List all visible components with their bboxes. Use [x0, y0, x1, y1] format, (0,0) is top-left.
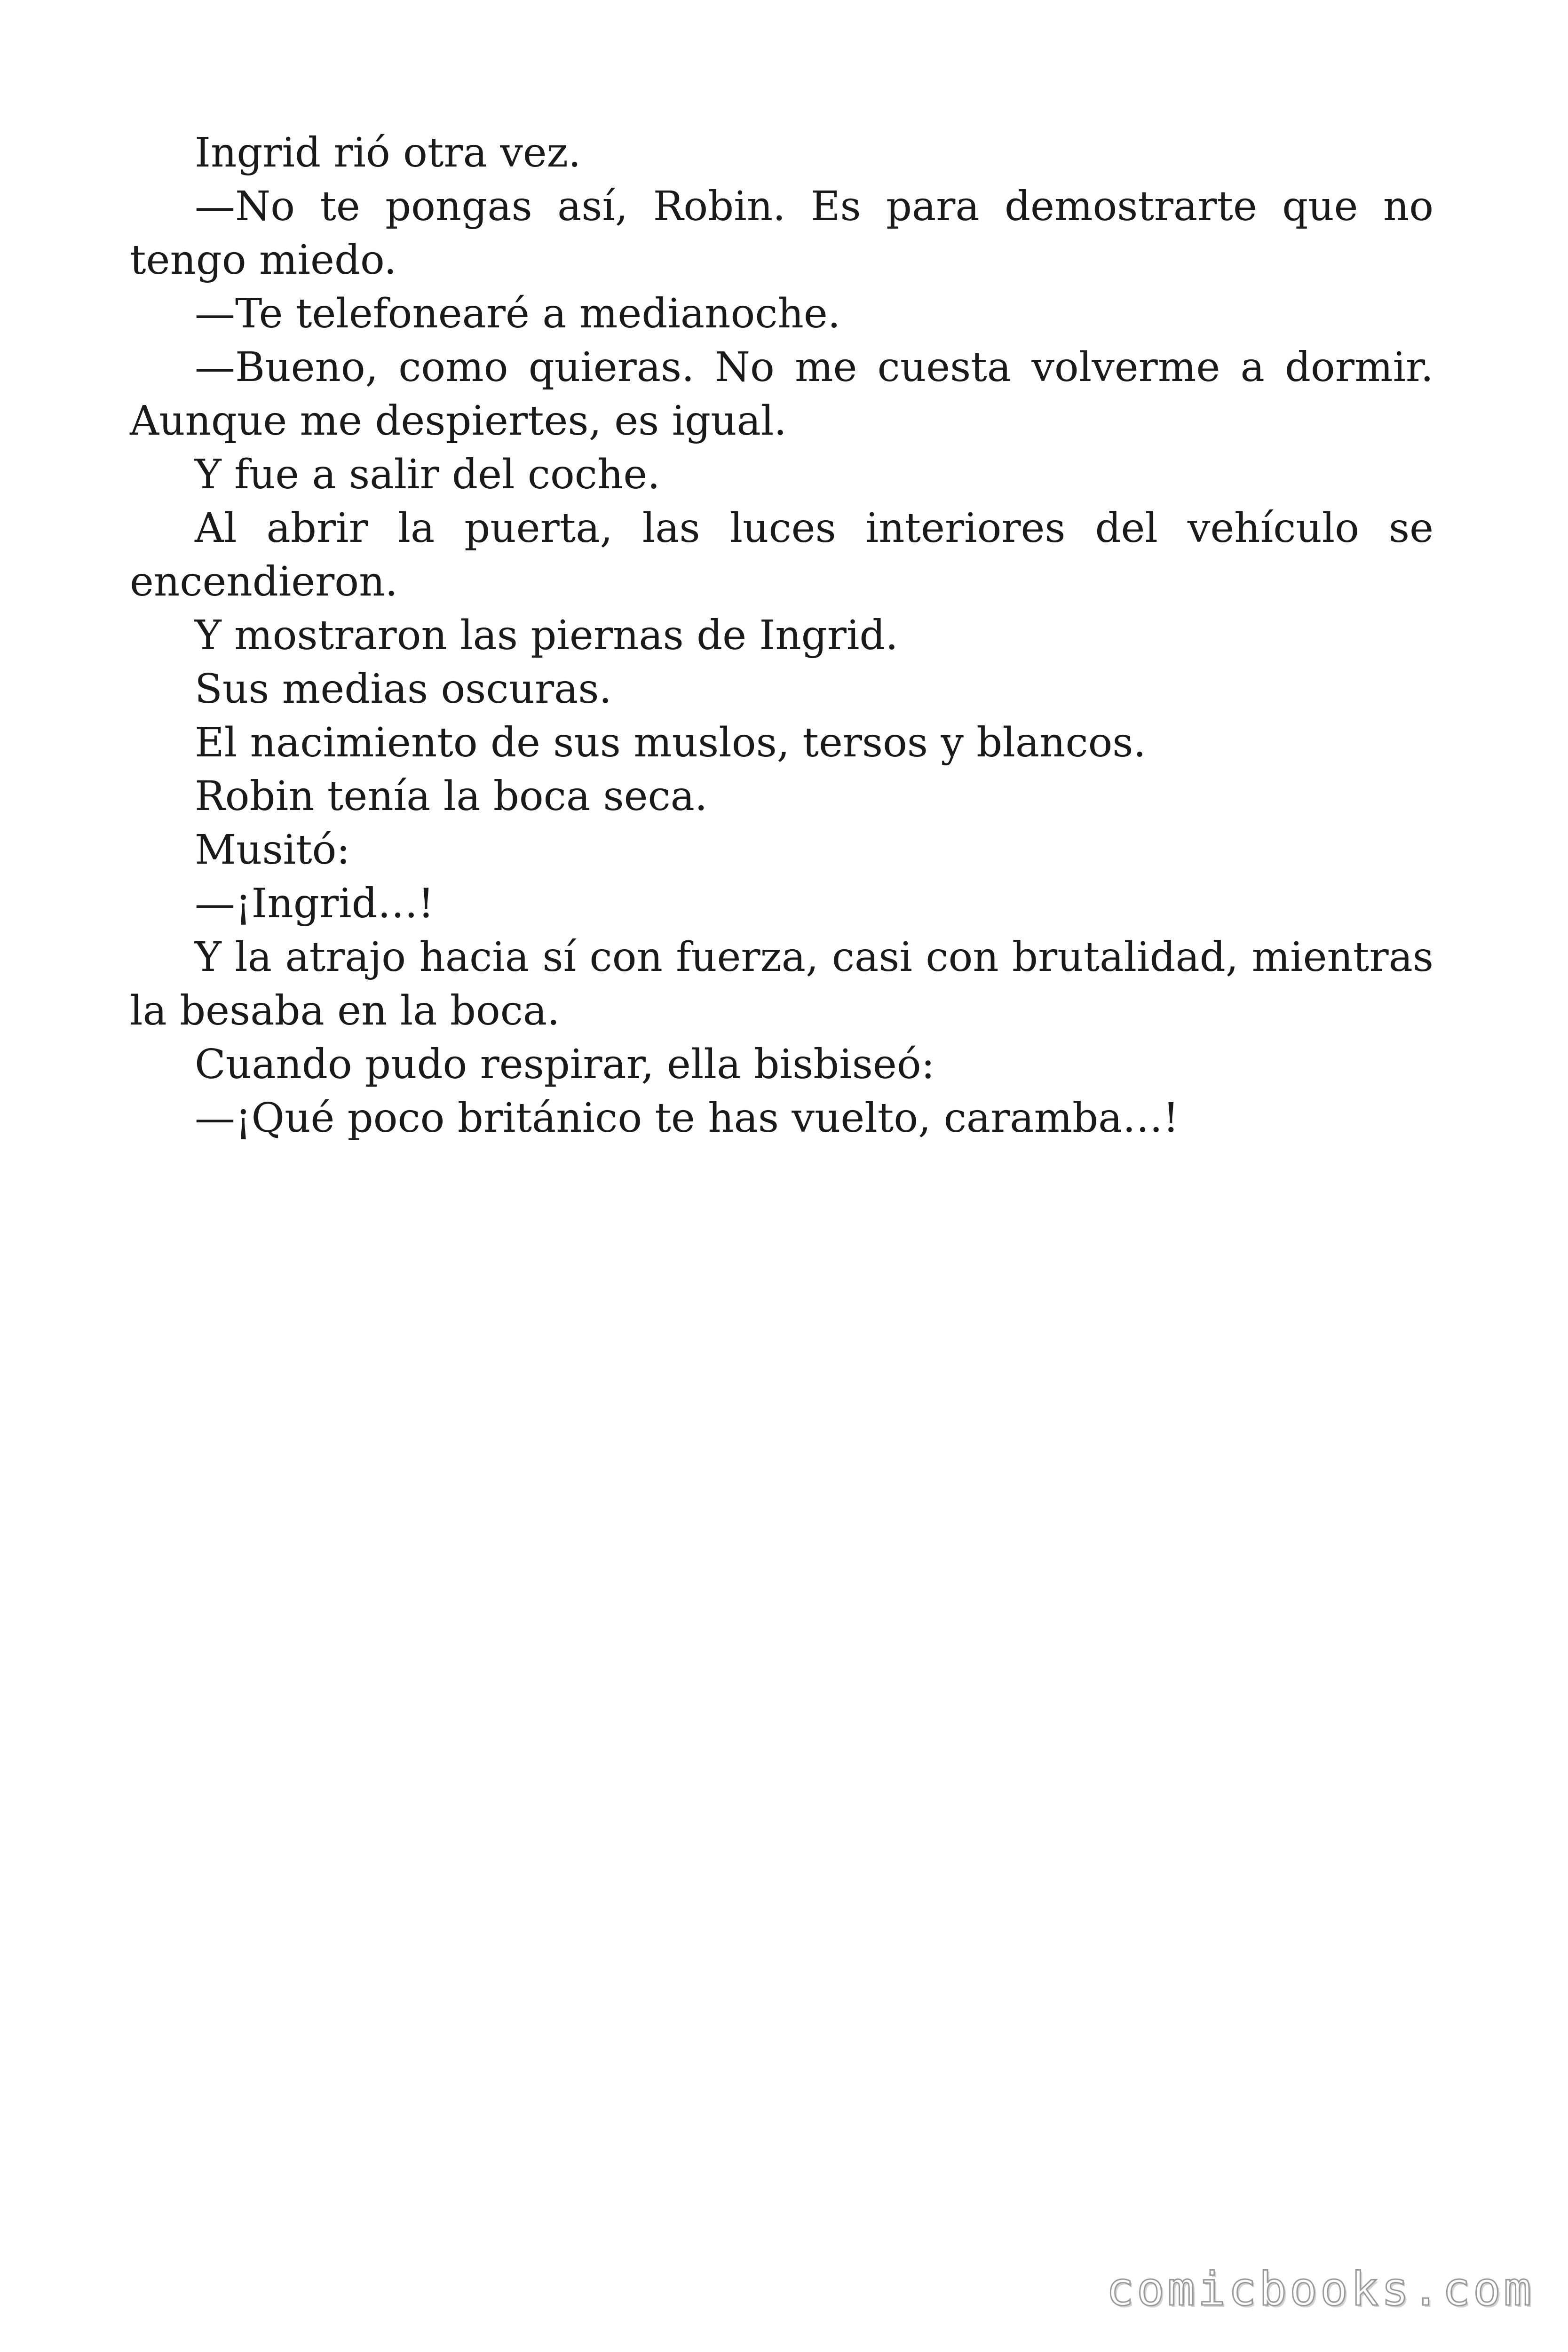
- paragraph: —Bueno, como quieras. No me cuesta volverme a dormir. Aunque me despiertes, es igual.: [130, 344, 1433, 445]
- paragraph: Y mostraron las piernas de Ingrid.: [195, 612, 898, 659]
- paragraph: Sus medias oscuras.: [195, 666, 612, 713]
- paragraph: —Te telefonearé a medianoche.: [195, 290, 841, 337]
- paragraph: —¡Qué poco británico te has vuelto, caramba…!: [195, 1095, 1180, 1142]
- body-text: [130, 126, 1433, 1145]
- paragraph: El nacimiento de sus muslos, tersos y blancos.: [195, 719, 1146, 766]
- paragraph: Y fue a salir del coche.: [195, 451, 660, 498]
- paragraph: —No te pongas así, Robin. Es para demostrarte que no tengo miedo.: [130, 183, 1433, 284]
- paragraph: —¡Ingrid…!: [195, 880, 435, 927]
- paragraph: Al abrir la puerta, las luces interiores del vehículo se encendieron.: [130, 505, 1433, 605]
- paragraph: Musitó:: [195, 826, 350, 874]
- watermark: comicbooks.com: [1106, 2263, 1534, 2316]
- paragraph: Cuando pudo respirar, ella bisbiseó:: [195, 1041, 935, 1088]
- paragraph: Robin tenía la boca seca.: [195, 773, 708, 820]
- paragraph: Ingrid rió otra vez.: [195, 129, 581, 176]
- paragraph: Y la atrajo hacia sí con fuerza, casi con brutalidad, mientras la besaba en la boca.: [130, 934, 1433, 1034]
